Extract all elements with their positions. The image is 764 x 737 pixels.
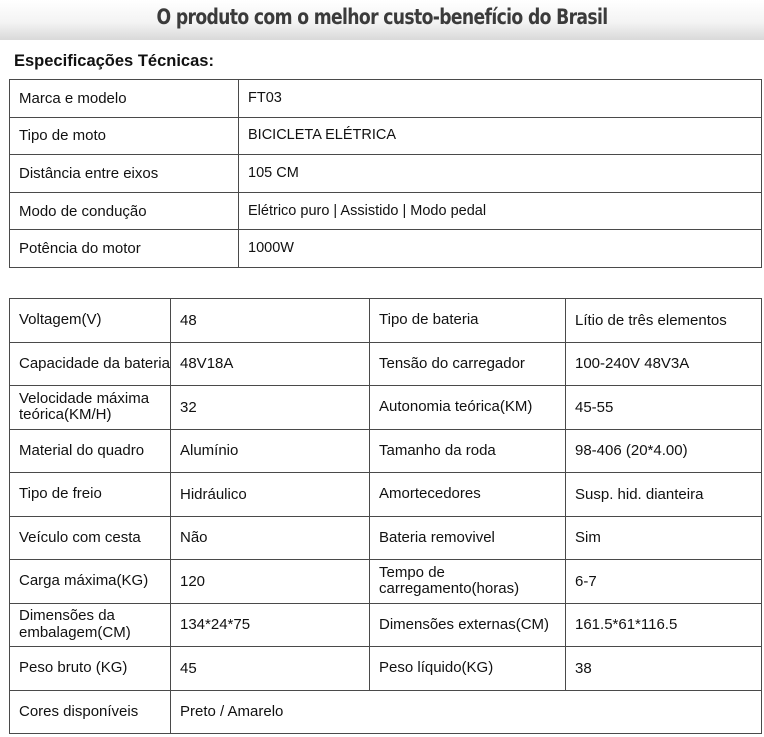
spec-label: Dimensões externas(CM) [370, 603, 566, 647]
section-title: Especificações Técnicas: [14, 52, 214, 70]
spec-value: 1000W [239, 230, 762, 268]
spec-label: Capacidade da bateria [10, 342, 171, 386]
spec-label: Autonomia teórica(KM) [370, 386, 566, 430]
spec-label: Velocidade máxima teórica(KM/H) [10, 386, 171, 430]
spec-value: Elétrico puro | Assistido | Modo pedal [239, 192, 762, 230]
table-row [10, 386, 762, 430]
table-row [10, 647, 762, 691]
spec-value: 105 CM [239, 155, 762, 193]
spec-value: 45 [171, 647, 370, 691]
basic-specs-table [9, 79, 762, 268]
spec-label: Marca e modelo [10, 80, 239, 118]
spec-label: Tipo de freio [10, 473, 171, 517]
page-title: O produto com o melhor custo-benefício do Brasil [156, 5, 608, 29]
spec-value: 161.5*61*116.5 [566, 603, 762, 647]
spec-label: Tamanho da roda [370, 429, 566, 473]
spec-value: 6-7 [566, 560, 762, 604]
spec-value: Lítio de três elementos [566, 299, 762, 343]
table-row [10, 155, 762, 193]
spec-label: Amortecedores [370, 473, 566, 517]
spec-label: Dimensões da embalagem(CM) [10, 603, 171, 647]
spec-value: Sim [566, 516, 762, 560]
spec-value: 100-240V 48V3A [566, 342, 762, 386]
spec-label: Cores disponíveis [10, 690, 171, 734]
spec-value: 45-55 [566, 386, 762, 430]
table-row [10, 473, 762, 517]
spec-label: Tensão do carregador [370, 342, 566, 386]
spec-value: FT03 [239, 80, 762, 118]
spec-value: BICICLETA ELÉTRICA [239, 117, 762, 155]
table-row [10, 80, 762, 118]
table-row [10, 192, 762, 230]
table-row [10, 342, 762, 386]
spec-label: Veículo com cesta [10, 516, 171, 560]
spec-label: Carga máxima(KG) [10, 560, 171, 604]
spec-value: Alumínio [171, 429, 370, 473]
table-row [10, 299, 762, 343]
spec-label: Bateria removivel [370, 516, 566, 560]
spec-label: Voltagem(V) [10, 299, 171, 343]
title-banner [0, 0, 764, 40]
spec-value: 32 [171, 386, 370, 430]
spec-value: 38 [566, 647, 762, 691]
table-row [10, 560, 762, 604]
detail-specs-table [9, 298, 762, 734]
spec-label: Peso bruto (KG) [10, 647, 171, 691]
spec-label: Modo de condução [10, 192, 239, 230]
spec-value: Não [171, 516, 370, 560]
spec-label: Material do quadro [10, 429, 171, 473]
spec-value: 134*24*75 [171, 603, 370, 647]
spec-value: Hidráulico [171, 473, 370, 517]
spec-label: Distância entre eixos [10, 155, 239, 193]
spec-value: 98-406 (20*4.00) [566, 429, 762, 473]
spec-label: Tipo de bateria [370, 299, 566, 343]
spec-value: Susp. hid. dianteira [566, 473, 762, 517]
spec-value: 48V18A [171, 342, 370, 386]
table-row [10, 603, 762, 647]
table-row [10, 117, 762, 155]
spec-label: Potência do motor [10, 230, 239, 268]
spec-label: Tempo de carregamento(horas) [370, 560, 566, 604]
table-row [10, 230, 762, 268]
spec-value: Preto / Amarelo [171, 690, 762, 734]
spec-value: 120 [171, 560, 370, 604]
spec-value: 48 [171, 299, 370, 343]
table-row [10, 429, 762, 473]
spec-label: Peso líquido(KG) [370, 647, 566, 691]
spec-label: Tipo de moto [10, 117, 239, 155]
table-row [10, 516, 762, 560]
table-row [10, 690, 762, 734]
